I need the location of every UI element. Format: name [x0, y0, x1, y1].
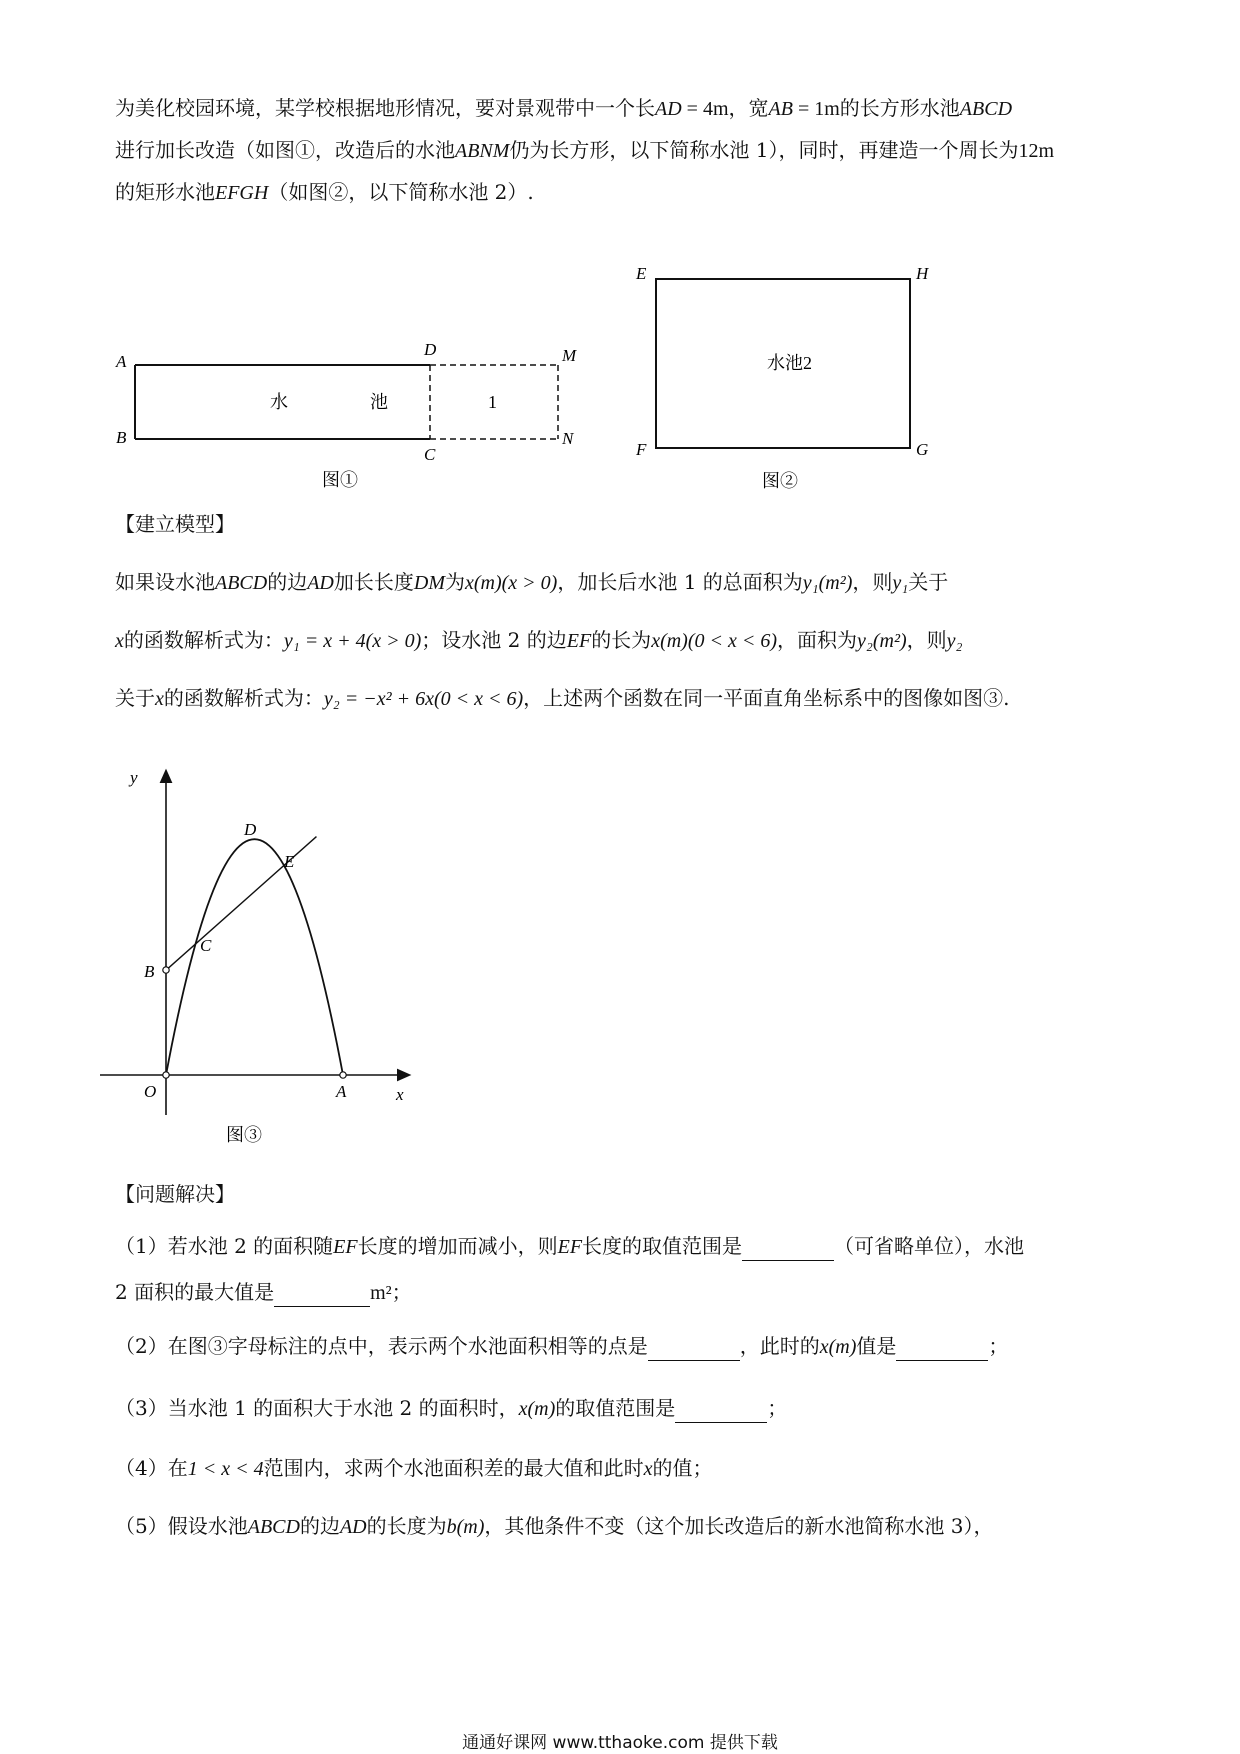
- q1-text: （可省略单位），水池: [834, 1234, 1025, 1258]
- model-text: 为: [445, 570, 465, 594]
- q2-text: ，此时的: [739, 1334, 820, 1358]
- fig3-point-A: [340, 1072, 346, 1078]
- unit-m2: m²: [370, 1282, 392, 1304]
- math-x-domain: x(m)(x > 0): [465, 572, 558, 594]
- intro-text: 进行加长改造（如图①，改造后的水池: [115, 138, 455, 162]
- q5-text: （5）假设水池: [115, 1514, 248, 1538]
- fig3-label-x: x: [396, 1085, 404, 1104]
- fig1-text-chi: 池: [370, 392, 388, 412]
- model-text: ，面积为: [777, 628, 858, 652]
- model-text: 加长长度: [333, 570, 414, 594]
- fig2-caption: 图②: [762, 471, 798, 491]
- math-y2: y₂(m²): [857, 630, 907, 652]
- q5-text: ，其他条件不变（这个加长改造后的新水池简称水池 3），: [484, 1514, 994, 1538]
- fig1-label-C: C: [424, 445, 436, 464]
- fig2-label-F: F: [636, 440, 647, 459]
- fig3-parabola: [166, 839, 343, 1075]
- fig1-text-shui: 水: [270, 392, 288, 412]
- math-AD: AD: [339, 1516, 367, 1538]
- q1-text: （1）若水池 2 的面积随: [115, 1234, 334, 1258]
- figure-1: [100, 330, 600, 490]
- fig3-label-A: A: [336, 1082, 347, 1101]
- model-text: ，则: [906, 628, 947, 652]
- fig3-caption: 图③: [226, 1125, 262, 1145]
- math-x: x: [115, 630, 124, 652]
- q5-text: 的边: [299, 1514, 340, 1538]
- section-heading-solve: 【问题解决】: [115, 1182, 235, 1206]
- model-text: 的长为: [591, 628, 652, 652]
- math-value: 12m: [1018, 140, 1055, 162]
- question-3: [115, 1394, 787, 1423]
- section-heading-model: 【建立模型】: [115, 512, 235, 536]
- math-y1: y₁(m²): [802, 572, 853, 594]
- fig1-label-B: B: [116, 428, 127, 447]
- figure-3: [100, 755, 420, 1155]
- q5-text: 的长度为: [366, 1514, 447, 1538]
- math-x-m: x(m): [518, 1398, 556, 1420]
- model-line-1: [115, 568, 948, 597]
- math-x: x: [643, 1458, 653, 1480]
- model-text: 关于: [115, 686, 155, 710]
- answer-blank-1b[interactable]: [274, 1284, 370, 1307]
- model-text: 的函数解析式为：: [123, 628, 284, 652]
- model-text: 的边: [267, 570, 308, 594]
- fig3-label-D: D: [244, 820, 257, 839]
- fig2-label-G: G: [916, 440, 929, 459]
- math-x: x: [155, 688, 164, 710]
- fig1-label-N: N: [562, 429, 574, 448]
- intro-line-3: [115, 178, 534, 207]
- math-value: = 4m: [681, 98, 729, 120]
- fig1-text-1: 1: [488, 392, 497, 412]
- fig1-label-M: M: [562, 346, 577, 365]
- math-DM: DM: [413, 572, 445, 594]
- math-y1-formula: y₁ = x + 4(x > 0): [283, 630, 422, 652]
- intro-text: 仍为长方形，以下简称水池 1），同时，再建造一个周长为: [509, 138, 1019, 162]
- intro-line-1: [115, 94, 1012, 123]
- math-y1: y₁: [892, 572, 909, 594]
- math-ABCD: ABCD: [215, 572, 268, 594]
- math-AD: AD: [655, 98, 682, 120]
- fig1-label-D: D: [424, 340, 437, 359]
- model-line-2: [115, 626, 962, 655]
- q3-text: （3）当水池 1 的面积大于水池 2 的面积时，: [115, 1396, 519, 1420]
- q1-text: ；: [391, 1280, 412, 1304]
- answer-blank-2a[interactable]: [648, 1338, 740, 1361]
- q1-text: 长度的取值范围是: [582, 1234, 743, 1258]
- math-y2: y₂: [946, 630, 963, 652]
- question-5: [115, 1512, 993, 1541]
- answer-blank-1a[interactable]: [742, 1238, 834, 1261]
- math-x-m: x(m): [819, 1336, 857, 1358]
- model-text: 关于: [908, 570, 949, 594]
- math-b-m: b(m): [446, 1516, 485, 1538]
- intro-line-2: [115, 136, 1054, 165]
- model-text: ；设水池 2 的边: [421, 628, 567, 652]
- fig1-label-A: A: [116, 352, 127, 371]
- question-1-line-2: [115, 1278, 412, 1307]
- fig1-caption: 图①: [322, 470, 358, 490]
- fig2-text: 水池2: [767, 353, 812, 373]
- model-text: ，上述两个函数在同一平面直角坐标系中的图像如图③.: [523, 686, 1010, 710]
- fig3-label-y: y: [130, 768, 138, 787]
- math-EF: EF: [557, 1236, 583, 1258]
- intro-text: 的长方形水池: [839, 96, 960, 120]
- math-y2-formula: y₂ = −x² + 6x(0 < x < 6): [323, 688, 524, 710]
- answer-blank-2b[interactable]: [896, 1338, 988, 1361]
- page-footer: 通通好课网 www.tthaoke.com 提供下载: [462, 1733, 778, 1753]
- q2-text: 值是: [856, 1334, 897, 1358]
- fig3-label-B: B: [144, 962, 155, 981]
- intro-text: 为美化校园环境，某学校根据地形情况，要对景观带中一个长: [115, 96, 655, 120]
- model-text: ，加长后水池 1 的总面积为: [557, 570, 803, 594]
- math-ABCD: ABCD: [959, 98, 1013, 120]
- q4-text: 范围内，求两个水池面积差的最大值和此时: [263, 1456, 644, 1480]
- q3-text: 的取值范围是: [555, 1396, 676, 1420]
- question-2: [115, 1332, 1008, 1361]
- intro-text: 的矩形水池: [115, 180, 215, 204]
- math-ABNM: ABNM: [455, 140, 510, 162]
- answer-blank-3[interactable]: [675, 1400, 767, 1423]
- figure-2: [620, 255, 960, 495]
- fig3-label-O: O: [144, 1082, 157, 1101]
- math-EF: EF: [566, 630, 592, 652]
- fig3-point-B: [163, 967, 169, 973]
- model-text: ，则: [852, 570, 893, 594]
- math-AD: AD: [307, 572, 334, 594]
- math-EF: EF: [333, 1236, 358, 1258]
- math-AB: AB: [768, 98, 793, 120]
- q1-text: 2 面积的最大值是: [115, 1280, 275, 1304]
- model-text: 如果设水池: [115, 570, 215, 594]
- math-value: = 1m: [792, 98, 840, 120]
- q2-text: （2）在图③字母标注的点中，表示两个水池面积相等的点是: [115, 1334, 648, 1358]
- math-x-domain: x(m)(0 < x < 6): [651, 630, 778, 652]
- question-1-line-1: [115, 1232, 1024, 1261]
- fig2-label-E: E: [636, 264, 647, 283]
- math-ABCD: ABCD: [247, 1516, 300, 1538]
- fig3-label-C: C: [200, 936, 212, 955]
- fig2-label-H: H: [916, 264, 929, 283]
- model-text: 的函数解析式为：: [163, 686, 324, 710]
- q3-text: ；: [767, 1396, 788, 1420]
- fig3-label-E: E: [284, 852, 295, 871]
- math-range: 1 < x < 4: [187, 1458, 264, 1480]
- intro-text: （如图②，以下简称水池 2）.: [268, 180, 534, 204]
- q1-text: 长度的增加而减小，则: [357, 1234, 558, 1258]
- q2-text: ；: [988, 1334, 1009, 1358]
- q4-text: 的值；: [652, 1456, 713, 1480]
- q4-text: （4）在: [115, 1456, 188, 1480]
- question-4: [115, 1454, 713, 1483]
- fig3-point-O: [163, 1072, 169, 1078]
- model-line-3: [115, 684, 1010, 713]
- math-EFGH: EFGH: [215, 182, 269, 204]
- intro-text: ，宽: [728, 96, 769, 120]
